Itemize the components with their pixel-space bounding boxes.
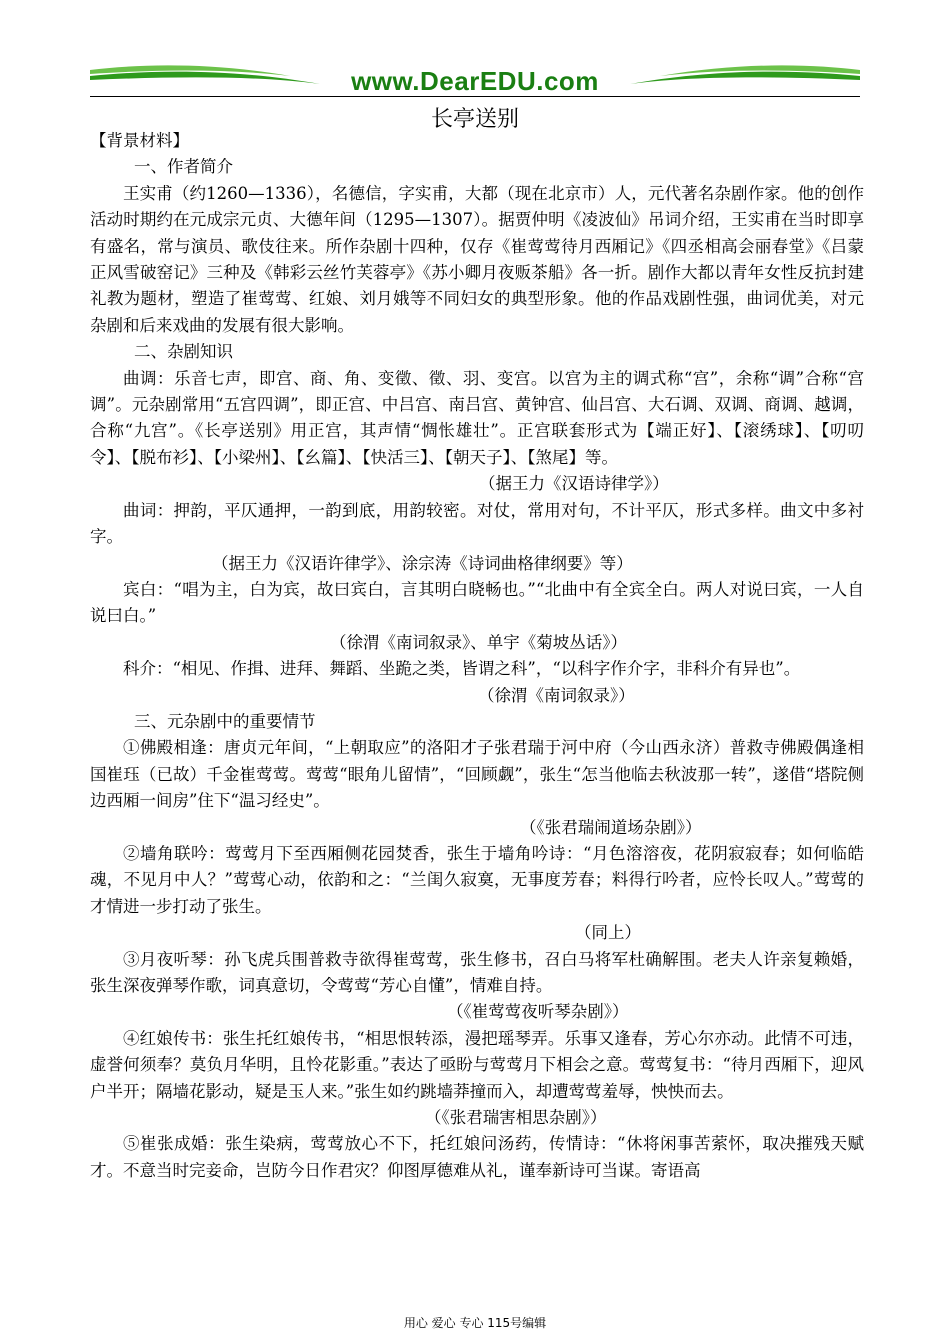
author-paragraph: 王实甫（约1260—1336），名德信，字实甫，大都（现在北京市）人，元代著名杂剧作家。他的创作活动时期约在元成宗元贞、大德年间（1295—1307）。据贾仲明《凌波仙》吊词介绍，王实甫在当时即享有盛名，常与演员、歌伎往来。所作杂剧十四种，仅存《崔莺莺待月西厢记》《四丞相高会丽春堂》《吕蒙正风雪破窑记》三种及《韩彩云丝竹芙蓉亭》《苏小卿月夜贩茶船》各一折。剧作大都以青年女性反抗封建礼教为题材，塑造了崔莺莺、红娘、刘月娥等不同妇女的典型形象。他的作品戏剧性强，曲词优美，对元杂剧和后来戏曲的发展有很大影响。	[90, 183, 864, 335]
header-rule	[90, 96, 860, 97]
quci-source: （据王力《汉语许律学》、涂宗涛《诗词曲格律纲要》等）	[212, 553, 633, 573]
binbai-paragraph: 宾白：“唱为主，白为宾，故曰宾白，言其明白晓畅也。”“北曲中有全宾全白。两人对说曰宾，一人自说曰白。”	[90, 579, 864, 626]
plot1-paragraph: ①佛殿相逢：唐贞元年间，“上朝取应”的洛阳才子张君瑞于河中府（今山西永济）普救寺佛殿偶逢相国崔珏（已故）千金崔莺莺。莺莺“眼角儿留情”，“回顾觑”，张生“怎当他临去秋波那一转”，遂借“塔院侧边西厢一间房”住下“温习经史”。	[90, 738, 864, 811]
site-logo-text: www.DearEDU.com	[351, 66, 599, 96]
page-footer: 用心 爱心 专心 115号编辑	[403, 1316, 547, 1330]
binbai-source: （徐渭《南词叙录》、单宇《菊坡丛话》）	[330, 632, 627, 652]
qudiao-source: （据王力《汉语诗律学》）	[479, 474, 669, 494]
background-label: 【背景材料】	[90, 131, 189, 150]
plot2-source: （同上）	[575, 923, 641, 943]
plot3-source: （《崔莺莺夜听琴杂剧》）	[447, 1002, 629, 1022]
qudiao-paragraph: 曲调：乐音七声，即宫、商、角、变徵、徵、羽、变宫。以宫为主的调式称“宫”，余称“调”合称“宫调”。元杂剧常用“五宫四调”，即正宫、中吕宫、南吕宫、黄钟宫、仙吕宫、大石调、双调、商调、越调，合称“九宫”。《长亭送别》用正宫，其声情“惆怅雄壮”。正宫联套形式为【端正好】、【滚绣球】、【叨叨令】、【脱布衫】、【小梁州】、【幺篇】、【快活三】、【朝天子】、【煞尾】等。	[90, 368, 864, 467]
plot2-paragraph: ②墙角联吟：莺莺月下至西厢侧花园焚香，张生于墙角吟诗：“月色溶溶夜，花阴寂寂春；如何临皓魂，不见月中人？”莺莺心动，依韵和之：“兰闺久寂寞，无事度芳春；料得行吟者，应怜长叹人。”莺莺的才情进一步打动了张生。	[90, 843, 864, 916]
kejie-paragraph: 科介：“相见、作揖、进拜、舞蹈、坐跪之类，皆谓之科”，“以科字作介字，非科介有异也”。	[123, 659, 801, 679]
plot-heading: 三、元杂剧中的重要情节	[134, 711, 316, 731]
document-body	[90, 128, 864, 1184]
kejie-source: （徐渭《南词叙录》）	[478, 685, 635, 705]
page-title: 长亭送别	[430, 107, 519, 132]
site-banner	[90, 62, 860, 96]
author-heading: 一、作者简介	[134, 157, 233, 177]
plot1-source: （《张君瑞闹道场杂剧》）	[520, 817, 702, 837]
plot4-paragraph: ④红娘传书：张生托红娘传书，“相思恨转添，漫把瑶琴弄。乐事又逢春，芳心尔亦动。此情不可违，虚誉何须奉？莫负月华明，且怜花影重。”表达了亟盼与莺莺月下相会之意。莺莺复书：“待月西厢下，迎风户半开；隔墙花影动，疑是玉人来。”张生如约跳墙莽撞而入，却遭莺莺羞辱，怏怏而去。	[90, 1028, 864, 1101]
quci-paragraph: 曲词：押韵，平仄通押，一韵到底，用韵较密。对仗，常用对句，不计平仄，形式多样。曲文中多衬字。	[90, 500, 864, 547]
plot4-source: （《张君瑞害相思杂剧》）	[425, 1108, 607, 1128]
plot3-paragraph: ③月夜听琴：孙飞虎兵围普救寺欲得崔莺莺，张生修书，召白马将军杜确解围。老夫人许亲复赖婚，张生深夜弹琴作歌，词真意切，令莺莺“芳心自懂”，情难自持。	[90, 949, 864, 995]
zaju-heading: 二、杂剧知识	[134, 342, 233, 362]
plot5-paragraph: ⑤崔张成婚：张生染病，莺莺放心不下，托红娘问汤药，传情诗：“休将闲事苦萦怀，取决摧残天赋才。不意当时完妾命，岂防今日作君灾？仰图厚德难从礼，谨奉新诗可当谋。寄语高	[90, 1134, 864, 1180]
